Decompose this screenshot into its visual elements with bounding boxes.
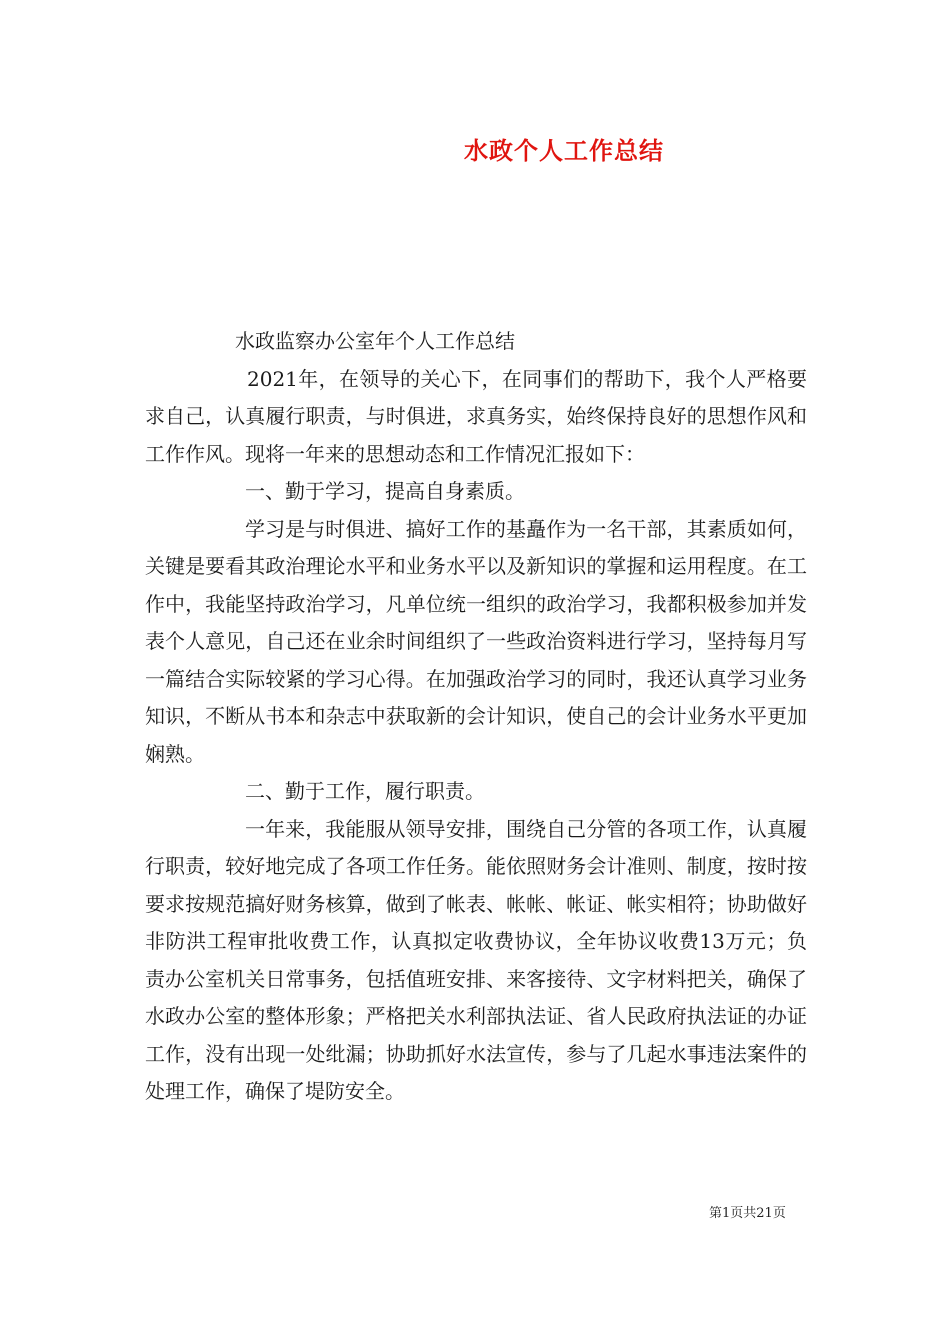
paragraph-work: 一年来，我能服从领导安排，围绕自己分管的各项工作，认真履行职责，较好地完成了各项工作任务。能依照财务会计准则、制度，按时按要求按规范搞好财务核算，做到了帐表、帐帐、帐证、帐实相符；协助做好非防洪工程审批收费工作，认真拟定收费协议，全年协议收费13万元；负责办公室机关日常事务，包括值班安排、来客接待、文字材料把关，确保了水政办公室的整体形象；严格把关水利部执法证、省人民政府执法证的办证工作，没有出现一处纰漏；协助抓好水法宣传，参与了几起水事违法案件的处理工作，确保了堤防安全。 <box>145 816 807 1103</box>
paragraph-intro: 2021年，在领导的关心下，在同事们的帮助下，我个人严格要求自己，认真履行职责，与时俱进，求真务实，始终保持良好的思想作风和工作作风。现将一年来的思想动态和工作情况汇报如下： <box>145 366 807 466</box>
paragraph-study: 学习是与时俱进、搞好工作的基矗作为一名干部，其素质如何，关键是要看其政治理论水平和业务水平以及新知识的掌握和运用程度。在工作中，我能坚持政治学习，凡单位统一组织的政治学习，我都积极参加并发表个人意见，自己还在业余时间组织了一些政治资料进行学习，坚持每月写一篇结合实际较紧的学习心得。在加强政治学习的同时，我还认真学习业务知识，不断从书本和杂志中获取新的会计知识，使自己的会计业务水平更加娴熟。 <box>145 516 807 766</box>
document-subtitle: 水政监察办公室年个人工作总结 <box>235 329 515 353</box>
section-heading-2: 二、勤于工作，履行职责。 <box>245 779 485 803</box>
document-title: 水政个人工作总结 <box>464 136 664 165</box>
section-heading-1: 一、勤于学习，提高自身素质。 <box>245 479 525 503</box>
page-number: 第1页共21页 <box>709 1206 786 1221</box>
document-body <box>145 323 807 1111</box>
